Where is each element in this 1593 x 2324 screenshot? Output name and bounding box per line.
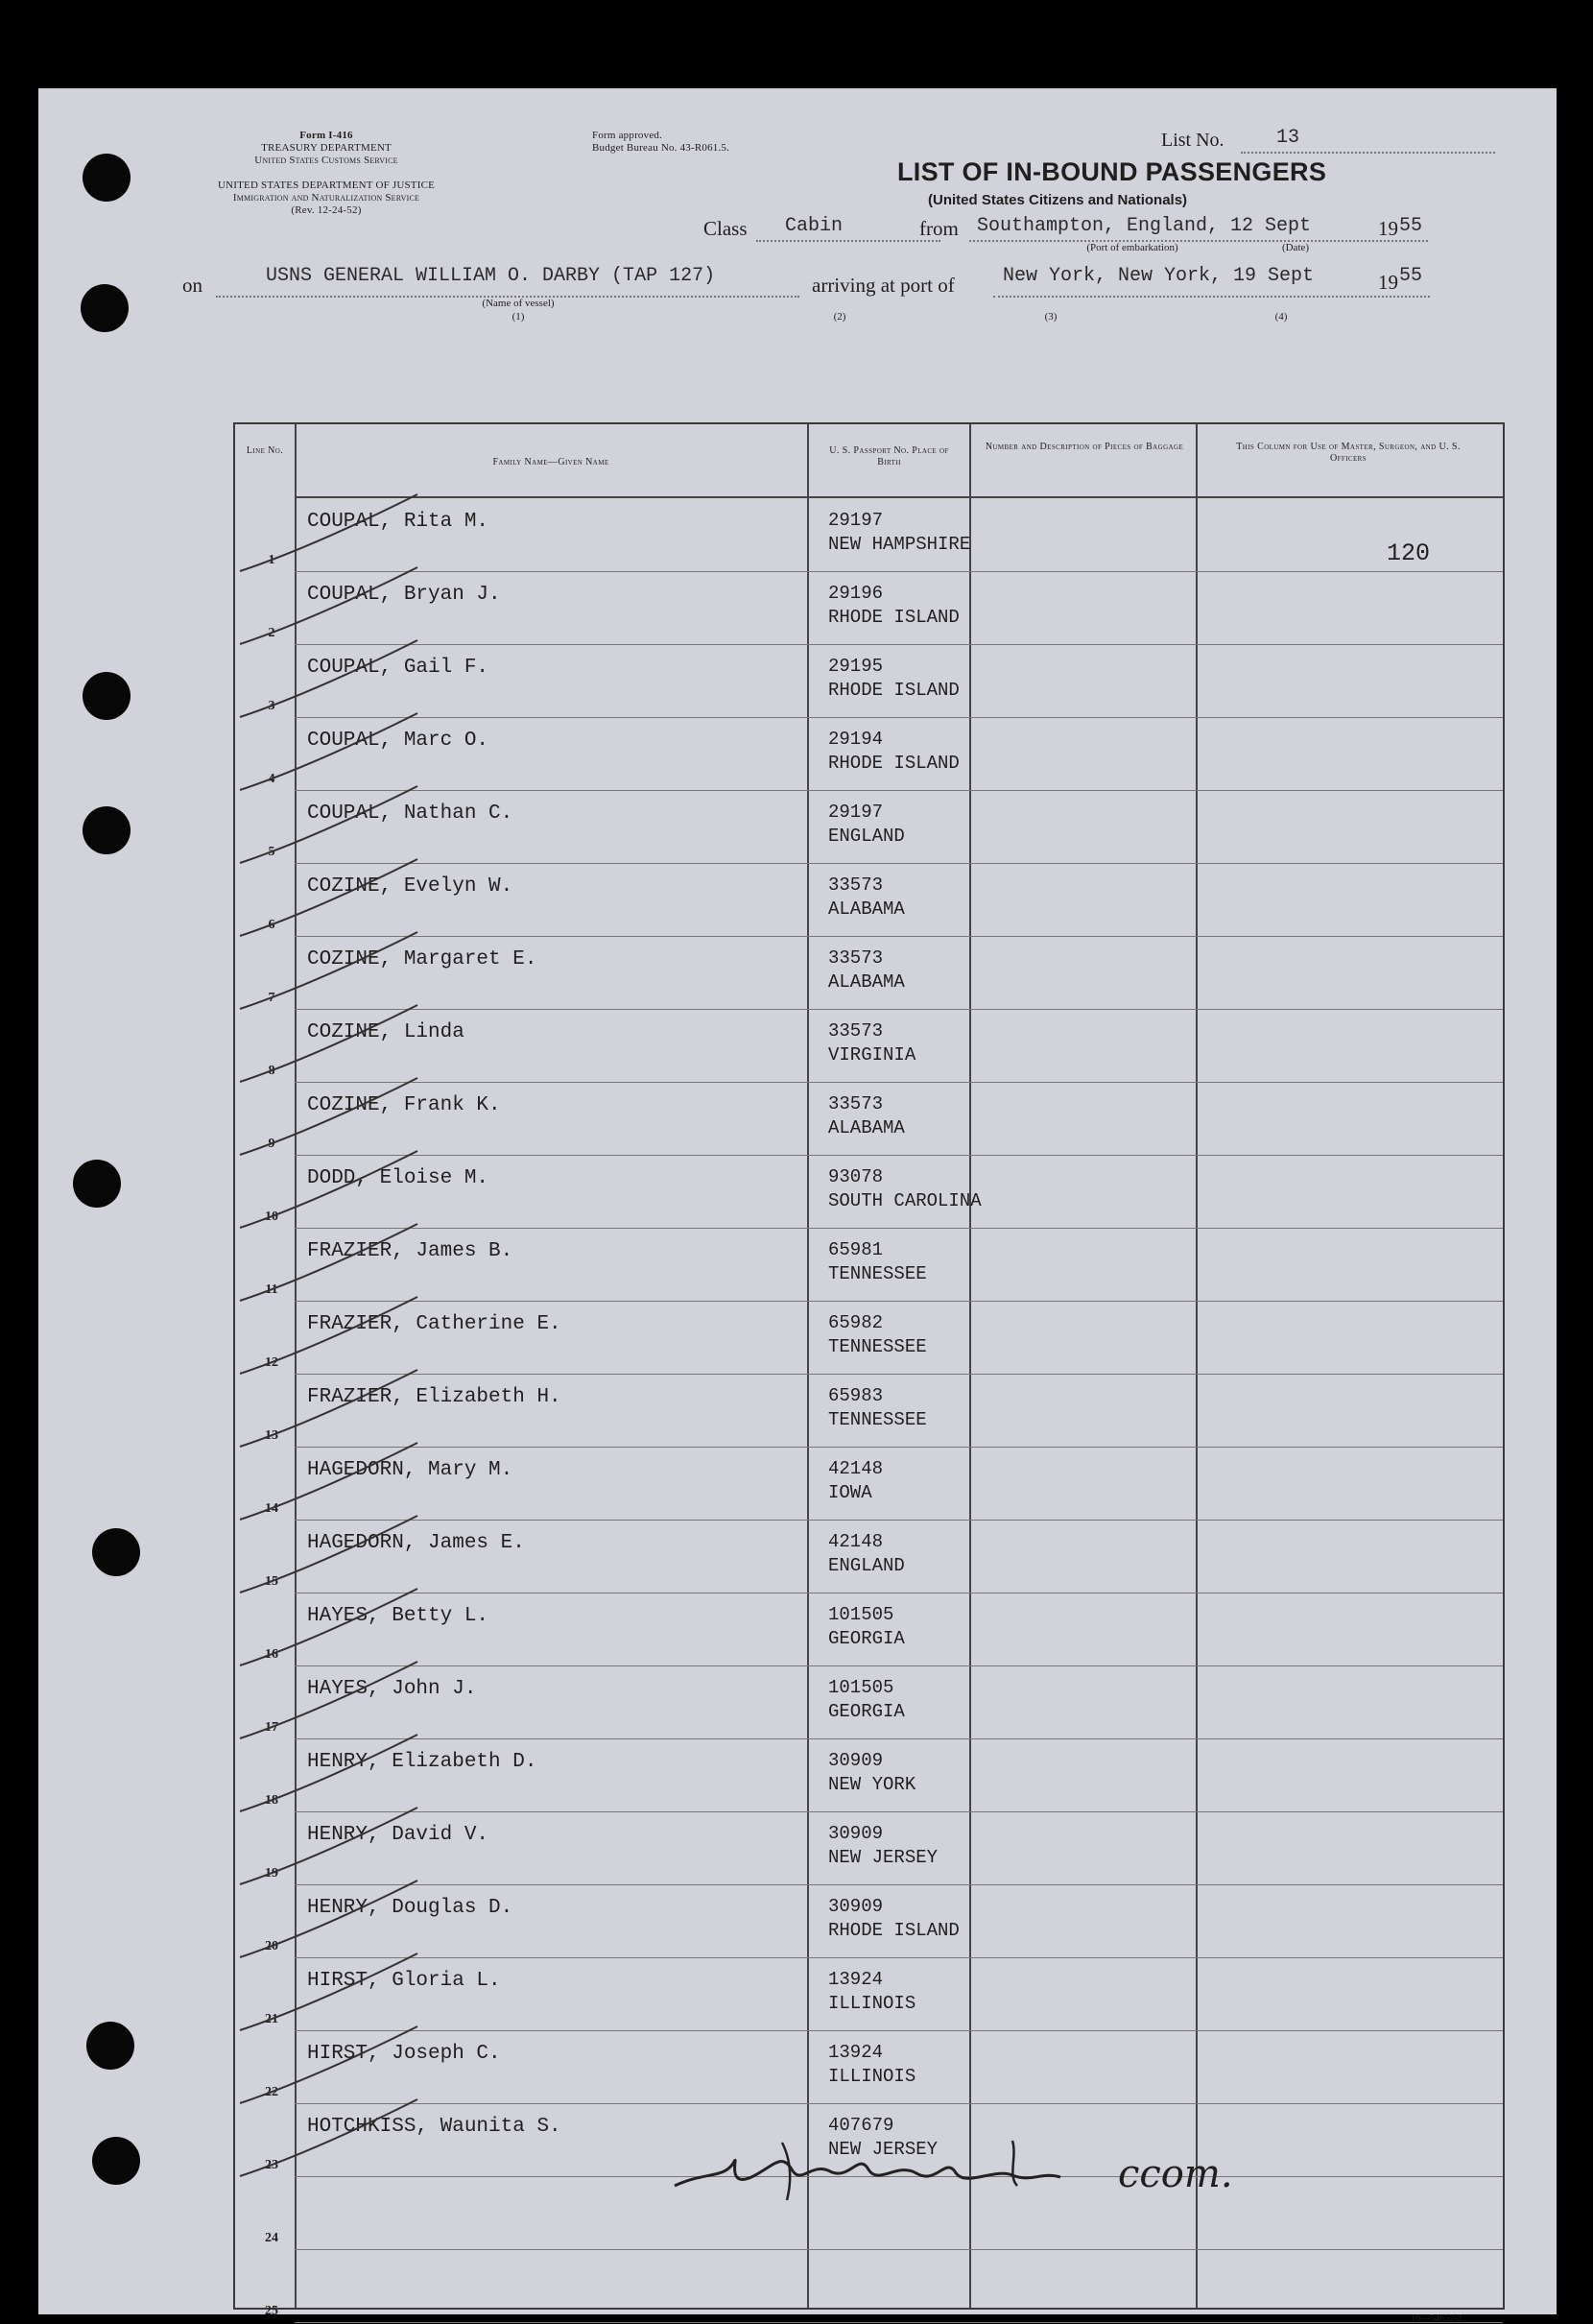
place-of-birth: RHODE ISLAND [828,607,960,628]
class-dotline [756,240,940,242]
signature-suffix: ccom. [1118,2152,1233,2196]
line-number: 8 [268,1064,275,1078]
line-number: 20 [265,1939,278,1953]
row-divider [295,2322,1503,2323]
place-of-birth: NEW JERSEY [828,2139,939,2160]
place-of-birth: SOUTH CAROLINA [828,1190,982,1211]
passport-cell [828,801,905,849]
table-row [235,1739,1503,1812]
form-approved: Form approved. [592,130,663,141]
passenger-name: COZINE, Frank K. [307,1094,501,1116]
column-ref-2: (2) [833,311,846,323]
embarkation-value: Southampton, England, 12 Sept [977,215,1312,237]
header-name: Family Name—Given Name [492,457,609,467]
line-number: 4 [268,772,275,786]
passport-number: 93078 [828,1166,884,1187]
table-row [235,1958,1503,2031]
form-page [38,88,1557,2324]
header-divider [295,496,1503,498]
passenger-name: HAYES, Betty L. [307,1605,489,1627]
line-number: 5 [268,845,275,859]
passport-number: 13924 [828,2042,884,2063]
passport-number: 33573 [828,874,884,896]
line-number: 9 [268,1137,275,1151]
table-row [235,1448,1503,1521]
from-year-prefix: 19 [1378,217,1398,240]
passport-cell [828,1384,927,1432]
passport-cell [828,1603,905,1651]
place-of-birth: ILLINOIS [828,1993,916,2014]
list-number-dotline [1241,152,1495,154]
passenger-name: COZINE, Linda [307,1021,464,1043]
binder-hole [73,1160,121,1208]
form-subtitle: (United States Citizens and Nationals) [928,192,1188,208]
arrival-port-value: New York, New York, 19 Sept [1003,265,1315,287]
place-of-birth: NEW JERSEY [828,1847,939,1868]
table-row [235,2250,1503,2323]
line-number: 18 [265,1793,278,1808]
passport-number: 29194 [828,729,884,750]
passport-number: 101505 [828,1604,894,1625]
table-row [235,1010,1503,1083]
table-row [235,1885,1503,1958]
passport-cell [828,1165,982,1213]
place-of-birth: RHODE ISLAND [828,753,960,774]
class-value: Cabin [785,215,844,237]
passport-number: 42148 [828,1458,884,1479]
approval-note [592,130,729,155]
passport-cell [828,1311,927,1359]
line-number: 25 [265,2304,278,2318]
from-label: from [919,217,959,240]
line-number: 6 [268,918,275,932]
passport-cell [828,1238,927,1286]
passenger-name: HAYES, John J. [307,1678,477,1700]
binder-hole [92,2137,140,2185]
form-title: LIST OF IN-BOUND PASSENGERS [897,157,1327,186]
passenger-name: HOTCHKISS, Waunita S. [307,2116,561,2138]
binder-hole [83,154,131,202]
passport-number: 30909 [828,1896,884,1917]
line-number: 13 [265,1428,278,1443]
place-of-birth: ILLINOIS [828,2066,916,2087]
place-of-birth: GEORGIA [828,1701,905,1722]
header-baggage: Number and Description of Pieces of Baggage [985,442,1184,452]
header-officers: This Column for Use of Master, Surgeon, and U. S. Officers [1236,442,1461,464]
table-row [235,864,1503,937]
customs-service: United States Customs Service [254,155,398,166]
place-of-birth: RHODE ISLAND [828,1920,960,1941]
passport-cell [828,1530,905,1578]
passport-number: 29196 [828,583,884,604]
place-of-birth: ALABAMA [828,898,905,920]
place-of-birth: TENNESSEE [828,1263,927,1284]
officer-mark: 120 [1387,539,1431,567]
binder-hole [83,672,131,720]
vessel-caption: (Name of vessel) [482,298,555,309]
on-label: on [182,274,202,297]
passport-cell [828,728,960,776]
port-caption: (Port of embarkation) [1086,242,1178,253]
passport-cell [828,1092,905,1140]
line-number: 23 [265,2158,278,2172]
passport-number: 42148 [828,1531,884,1552]
table-row [235,791,1503,864]
table-row [235,1812,1503,1885]
table-row [235,1229,1503,1302]
line-number: 7 [268,991,275,1005]
print-code: 16—54652-2 [1411,2313,1462,2324]
passport-number: 33573 [828,1020,884,1042]
line-number: 1 [268,553,275,567]
place-of-birth: TENNESSEE [828,1409,927,1430]
place-of-birth: ENGLAND [828,1555,905,1576]
table-row [235,1521,1503,1593]
line-number: 3 [268,699,275,713]
binder-hole [86,2022,134,2070]
from-year-value: 55 [1399,215,1423,237]
budget-bureau-number: Budget Bureau No. 43-R061.5. [592,142,730,154]
passport-cell [828,2041,915,2089]
binder-hole [92,1528,140,1576]
column-ref-4: (4) [1274,311,1288,323]
passenger-name: FRAZIER, Catherine E. [307,1313,561,1335]
column-ref-3: (3) [1044,311,1058,323]
line-number: 14 [265,1501,278,1516]
passport-cell [828,1749,915,1797]
arrival-dotline [993,296,1430,298]
passenger-name: HIRST, Gloria L. [307,1970,501,1992]
passport-number: 101505 [828,1677,894,1698]
header-passport: U. S. Passport No. Place of Birth [829,445,949,467]
table-row [235,1666,1503,1739]
vessel-name: USNS GENERAL WILLIAM O. DARBY (TAP 127) [266,265,716,287]
immigration-service: Immigration and Naturalization Service [232,192,420,204]
table-row [235,937,1503,1010]
form-number: Form I-416 [299,130,353,141]
table-row [235,1083,1503,1156]
passenger-name: COUPAL, Nathan C. [307,803,513,825]
place-of-birth: ALABAMA [828,971,905,993]
treasury-department: TREASURY DEPARTMENT [261,142,392,154]
passport-number: 33573 [828,947,884,969]
date-caption: (Date) [1281,242,1310,253]
passenger-name: FRAZIER, James B. [307,1240,513,1262]
table-row [235,499,1503,572]
passport-number: 65981 [828,1239,884,1260]
table-row [235,2031,1503,2104]
passport-cell [828,946,905,994]
table-row [235,645,1503,718]
passenger-name: FRAZIER, Elizabeth H. [307,1386,561,1408]
line-number: 15 [265,1574,278,1589]
passenger-name: COUPAL, Marc O. [307,730,489,752]
passport-cell [828,509,970,557]
line-number: 12 [265,1355,278,1370]
table-row [235,1302,1503,1375]
passport-number: 29197 [828,802,884,823]
passenger-name: HENRY, David V. [307,1824,489,1846]
table-row [235,718,1503,791]
binder-hole [81,284,129,332]
passport-cell [828,1019,915,1067]
passenger-name: COUPAL, Gail F. [307,657,489,679]
passenger-name: HAGEDORN, Mary M. [307,1459,513,1481]
passenger-name: DODD, Eloise M. [307,1167,489,1189]
table-row [235,572,1503,645]
passenger-name: HAGEDORN, James E. [307,1532,525,1554]
passenger-name: COUPAL, Bryan J. [307,584,501,606]
passport-cell [828,1822,938,1870]
passenger-name: HENRY, Douglas D. [307,1897,513,1919]
line-number: 19 [265,1866,278,1881]
passenger-table [233,422,1505,2318]
place-of-birth: RHODE ISLAND [828,680,960,701]
revision-date: (Rev. 12-24-52) [291,204,362,216]
place-of-birth: ALABAMA [828,1117,905,1138]
column-ref-1: (1) [511,311,525,323]
passenger-name: COZINE, Evelyn W. [307,875,513,898]
table-row [235,1156,1503,1229]
passport-cell [828,1968,915,2016]
line-number: 21 [265,2012,278,2026]
passport-number: 65982 [828,1312,884,1333]
line-number: 11 [265,1282,278,1297]
place-of-birth: NEW HAMPSHIRE [828,534,971,555]
justice-department: UNITED STATES DEPARTMENT OF JUSTICE [217,180,436,191]
line-number: 22 [265,2085,278,2099]
passport-cell [828,1457,883,1505]
arrival-year-value: 55 [1399,265,1423,287]
binder-hole [83,806,131,854]
passport-cell [828,655,960,703]
passenger-name: HIRST, Joseph C. [307,2043,501,2065]
passport-cell [828,1895,960,1943]
line-number: 16 [265,1647,278,1662]
line-number: 10 [265,1210,278,1224]
passport-number: 33573 [828,1093,884,1114]
inspector-signature [667,2133,1300,2215]
passport-cell [828,1676,905,1724]
form-identification [182,130,470,167]
line-number: 2 [268,626,275,640]
place-of-birth: ENGLAND [828,826,905,847]
passport-cell [828,874,905,922]
table-row [235,1593,1503,1666]
place-of-birth: NEW YORK [828,1774,916,1795]
place-of-birth: VIRGINIA [828,1044,916,1066]
list-number-label: List No. [1161,130,1224,151]
passport-number: 30909 [828,1823,884,1844]
table-row [235,1375,1503,1448]
passport-number: 29197 [828,510,884,531]
justice-identification [168,180,485,217]
passport-number: 29195 [828,656,884,677]
passport-number: 65983 [828,1385,884,1406]
arriving-label: arriving at port of [812,274,955,297]
arrival-year-prefix: 19 [1378,271,1398,294]
line-number: 17 [265,1720,278,1735]
passenger-name: HENRY, Elizabeth D. [307,1751,537,1773]
passenger-name: COUPAL, Rita M. [307,511,489,533]
check-mark-stroke [235,2095,427,2181]
line-number: 24 [265,2231,278,2245]
passenger-name: COZINE, Margaret E. [307,948,537,970]
passport-number: 407679 [828,2115,894,2136]
place-of-birth: TENNESSEE [828,1336,927,1357]
passport-number: 30909 [828,1750,884,1771]
passport-cell [828,582,960,630]
place-of-birth: IOWA [828,1482,872,1503]
list-number-value: 13 [1276,127,1300,149]
place-of-birth: GEORGIA [828,1628,905,1649]
header-line-no: Line No. [246,445,284,456]
passport-number: 13924 [828,1969,884,1990]
class-label: Class [703,217,748,240]
